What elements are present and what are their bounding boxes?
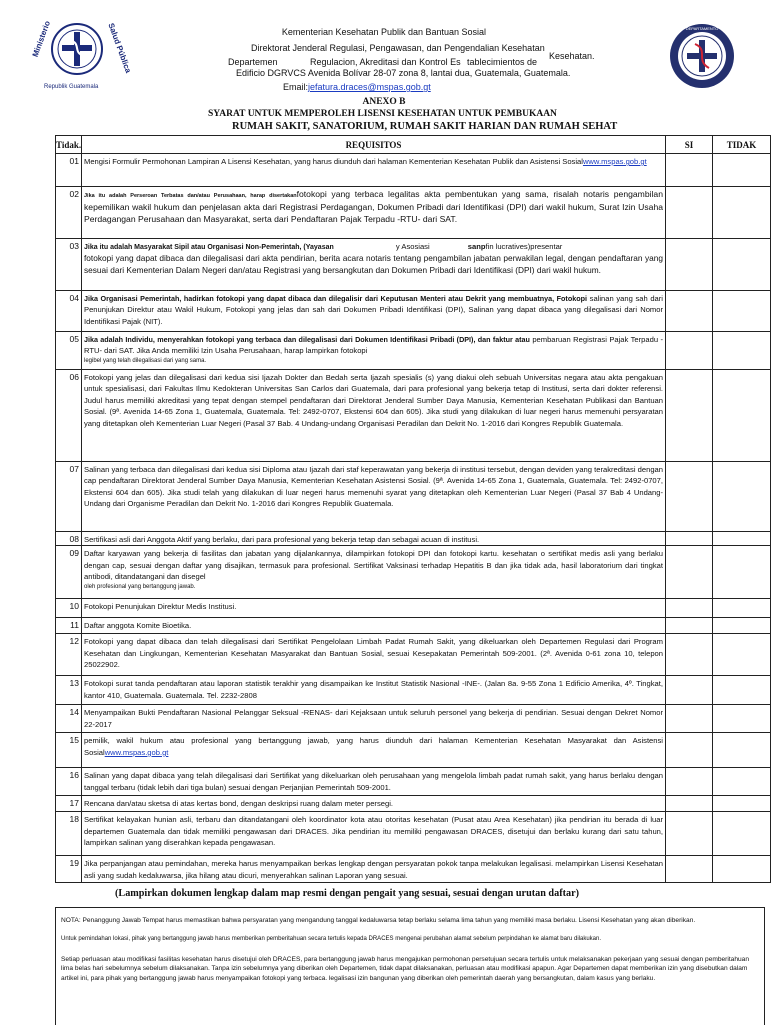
table-row xyxy=(56,332,771,370)
requirement-lead: Jika adalah Individu, menyerahkan fotokopi yang terbaca dan dilegalisasi dari Dokumen Identifikasi Pribadi (DPI), dan faktur atau xyxy=(84,335,530,344)
annex-label: ANEXO B xyxy=(362,97,406,107)
header-email-line xyxy=(283,82,431,93)
requirement-text: Sertifikasi asli dari Anggota Aktif yang berlaku, dari para profesional yang bekerja tetap dan sebagai acuan di institusi. xyxy=(82,532,666,546)
table-row xyxy=(56,291,771,332)
table-row xyxy=(56,796,771,812)
row-number: 15 xyxy=(56,733,82,768)
mspas-link[interactable]: www.mspas.gob.gt xyxy=(582,157,647,166)
row-number: 18 xyxy=(56,812,82,856)
tidak-checkbox-cell[interactable] xyxy=(713,370,771,462)
requirement-text xyxy=(82,187,666,239)
table-row xyxy=(56,676,771,705)
requirement-text xyxy=(82,239,666,291)
svg-text:DEPARTAMENTO: DEPARTAMENTO xyxy=(685,26,719,31)
notes-box xyxy=(55,907,765,1025)
ministry-seal-logo xyxy=(30,10,133,92)
row-number: 19 xyxy=(56,856,82,883)
tidak-checkbox-cell[interactable] xyxy=(713,332,771,370)
requirement-body: Mengisi Formulir Permohonan Lampiran A Lisensi Kesehatan, yang harus diunduh dari halaman Kementerian Kesehatan Publik dan Asistensi Sosial xyxy=(84,157,583,166)
table-row xyxy=(56,370,771,462)
requirement-text xyxy=(82,291,666,332)
header-address-line: Edificio DGRVCS Avenida Bolívar 28-07 zona 8, lantai dua, Guatemala, Guatemala. xyxy=(236,68,571,78)
row-number: 16 xyxy=(56,768,82,796)
tidak-checkbox-cell[interactable] xyxy=(713,856,771,883)
email-label: Email: xyxy=(283,82,309,92)
tidak-checkbox-cell[interactable] xyxy=(713,618,771,634)
si-checkbox-cell[interactable] xyxy=(666,634,713,676)
tidak-checkbox-cell[interactable] xyxy=(713,705,771,733)
si-checkbox-cell[interactable] xyxy=(666,768,713,796)
row-number: 07 xyxy=(56,462,82,532)
table-header-row xyxy=(56,136,771,154)
table-row xyxy=(56,812,771,856)
tidak-checkbox-cell[interactable] xyxy=(713,768,771,796)
header-department-b: Regulacion, Akreditasi dan Kontrol Es xyxy=(310,57,461,67)
si-checkbox-cell[interactable] xyxy=(666,462,713,532)
tidak-checkbox-cell[interactable] xyxy=(713,239,771,291)
requirement-text xyxy=(82,733,666,768)
tidak-checkbox-cell[interactable] xyxy=(713,634,771,676)
row-number: 10 xyxy=(56,599,82,618)
svg-text:Republik Guatemala: Republik Guatemala xyxy=(44,84,99,90)
tidak-checkbox-cell[interactable] xyxy=(713,812,771,856)
requirement-text: Salinan yang dapat dibaca yang telah dilegalisasi dari Sertifikat yang dikeluarkan oleh perusahaan yang mengelola limbah padat rumah sakit, yang harus berlaku dengan tanggal terbaru (tidak lebih dari tiga bulan) sesuai dengan Perjanjian Pemerintah 509-2001. xyxy=(82,768,666,796)
table-row xyxy=(56,462,771,532)
title-line-2: RUMAH SAKIT, SANATORIUM, RUMAH SAKIT HARIAN DAN RUMAH SEHAT xyxy=(232,121,618,132)
header-directorate-tail: Kesehatan. xyxy=(549,51,595,61)
requirement-text: Daftar anggota Komite Bioetika. xyxy=(82,618,666,634)
tidak-checkbox-cell[interactable] xyxy=(713,291,771,332)
row-number: 11 xyxy=(56,618,82,634)
si-checkbox-cell[interactable] xyxy=(666,796,713,812)
si-checkbox-cell[interactable] xyxy=(666,599,713,618)
requirement-lead: Jika itu adalah Masyarakat Sipil atau Organisasi Non-Pemerintah, (Yayasan xyxy=(84,244,334,251)
table-row xyxy=(56,733,771,768)
si-checkbox-cell[interactable] xyxy=(666,154,713,187)
si-checkbox-cell[interactable] xyxy=(666,239,713,291)
department-badge-logo xyxy=(663,22,741,90)
title-line-1: SYARAT UNTUK MEMPEROLEH LISENSI KESEHATAN UNTUK PEMBUKAAN xyxy=(208,109,557,119)
mspas-link[interactable]: www.mspas.gob.gt xyxy=(104,747,169,757)
table-row xyxy=(56,154,771,187)
header-department-a: Departemen xyxy=(228,57,278,67)
col-header-si: SI xyxy=(666,136,713,154)
row-number: 02 xyxy=(56,187,82,239)
tidak-checkbox-cell[interactable] xyxy=(713,546,771,599)
col-header-no: Tidak. xyxy=(56,136,82,154)
tidak-checkbox-cell[interactable] xyxy=(713,676,771,705)
requirement-text: Fotokopi surat tanda pendaftaran atau laporan statistik terakhir yang disampaikan ke Institut Statistik Nasional -INE-. (Jalan 8a. 9-55 Zona 1 Edificio Amerika, 4º. Tingkat, kantor 410, Guatemala. Guatemala. Tel. 2232-2808 xyxy=(82,676,666,705)
table-row xyxy=(56,634,771,676)
note-paragraph: Setiap perluasan atau modifikasi fasilitas kesehatan harus disetujui oleh DRACES, para bertanggung jawab harus mengajukan permohonan persetujuan secara tertulis untuk melaksanakan pekerjaan yang sesuai dengan pemberitahuan lima belas hari sebelumnya sebelum dilaksanakan. Tanpa izin sebelumnya yang diberikan oleh Departemen, tidak dapat dilaksanakan, perluasan atau modifikasi apapun. Agar Departemen dapat memberikan izin yang disebutkan dalam artikel ini, para pihak yang bertanggung jawab harus menyampaikan fotokopi yang terbaca. legalisasi izin bangunan yang diberikan oleh pemerintah daerah yang bersangkutan, dalam kasus yang berlaku. xyxy=(61,955,750,982)
row-number: 09 xyxy=(56,546,82,599)
requirement-text: Rencana dan/atau sketsa di atas kertas bond, dengan deskripsi ruang dalam meter persegi. xyxy=(82,796,666,812)
si-checkbox-cell[interactable] xyxy=(666,618,713,634)
table-row xyxy=(56,532,771,546)
table-row xyxy=(56,599,771,618)
row-number: 08 xyxy=(56,532,82,546)
si-checkbox-cell[interactable] xyxy=(666,705,713,733)
header-department-c: tablecimientos de xyxy=(467,57,538,67)
tidak-checkbox-cell[interactable] xyxy=(713,462,771,532)
row-number: 05 xyxy=(56,332,82,370)
si-checkbox-cell[interactable] xyxy=(666,676,713,705)
table-row xyxy=(56,618,771,634)
header-directorate-line: Direktorat Jenderal Regulasi, Pengawasan, dan Pengendalian Kesehatan xyxy=(251,43,545,53)
row-number: 04 xyxy=(56,291,82,332)
requirement-text: Menyampaikan Bukti Pendaftaran Nasional Pelanggar Seksual -RENAS- dari Kejaksaan untuk seluruh personel yang bekerja di pendirian. Sesuai dengan Dekret Nomor 22-2017 xyxy=(82,705,666,733)
note-paragraph: Untuk pemindahan lokasi, pihak yang bertanggung jawab harus memberikan pemberitahuan secara tertulis kepada DRACES mengenai perubahan alamat sebelum perpindahan ke alamat baru dilakukan. xyxy=(61,936,601,943)
si-checkbox-cell[interactable] xyxy=(666,856,713,883)
table-row xyxy=(56,856,771,883)
bottom-instruction: (Lampirkan dokumen lengkap dalam map resmi dengan pengait yang sesuai, sesuai dengan urutan daftar) xyxy=(115,888,579,899)
requirement-body: fotokopi yang terbaca legalitas akta pembentukan yang sama, risalah notaris pengambilan kepemilikan wakil hukum dan penjelasan akta dari Registrasi Perdagangan, Dokumen Pribadi dari Identifikasi (DPI) dari wakil hukum, Surat Izin Usaha Perdagangan Perusahaan dan Masyarakat, serta dari Pendaftaran Pajak Terpadu -RTU- dari SAT. xyxy=(84,189,663,224)
requirement-text: Fotokopi Penunjukan Direktur Medis Institusi. xyxy=(82,599,666,618)
col-header-tidak: TIDAK xyxy=(713,136,771,154)
requirement-tail: fin lucratives)presentar xyxy=(485,242,563,251)
si-checkbox-cell[interactable] xyxy=(666,532,713,546)
si-checkbox-cell[interactable] xyxy=(666,812,713,856)
table-row xyxy=(56,768,771,796)
requirement-text: Fotokopi yang jelas dan dilegalisasi dari kedua sisi Ijazah Dokter dan Bedah serta Ijazah spesialis (s) yang diakui oleh sebuah Universitas negara atau akta pengakuan untuk spesialisasi, dari Fakultas Ilmu Kedokteran Universitas San Carlos dari Guatemala, dari para profesional yang bekerja tetap di Institusi, serta dari dokter referensi. Judul harus memiliki akreditasi yang tepat dengan stempel pendaftaran dari Direktorat Jenderal Sumber Daya Manusia, Kementerian Kesehatan Publikasi dan Bantuan Sosial. (9ª. Avenida 14-65 Zona 1, Guatemala, Guatemala. Tel: 2492-0707, Ekstensi 604 dan 605). Jika studi yang dilakukan di luar negeri harus memenuhi persyaratan yang ditetapkan oleh Kementerian Luar Negeri (Pasal 37 Bab. 4 Undang-undang Organisasi Peradilan dan Dekrit No. 1-2016 dari Kongres Republik Guatemala. xyxy=(82,370,666,462)
requirement-text xyxy=(82,546,666,599)
tidak-checkbox-cell[interactable] xyxy=(713,733,771,768)
table-row xyxy=(56,239,771,291)
col-header-requirements: REQUISITOS xyxy=(82,136,666,154)
requirement-text xyxy=(82,154,666,187)
requirement-text: Sertifikat kelayakan hunian asli, terbaru dan ditandatangani oleh koordinator kota atau otoritas kesehatan (Pusat atau Area Kesehatan) jika pendirian itu berada di luar departemen Guatemala dan tidak memiliki pengawasan dari DRACES. Jika pendirian itu memiliki pengawasan DRACES, disetujui dan berlaku kurang dari satu tahun, lampirkan salinan yang diserahkan kepada pengawasan. xyxy=(82,812,666,856)
requirement-footnote: oleh profesional yang bertanggung jawab. xyxy=(84,583,196,590)
requirements-table xyxy=(55,135,771,883)
note-paragraph: NOTA: Penanggung Jawab Tempat harus memastikan bahwa persyaratan yang mengandung tanggal kedaluwarsa tetap berlaku selama lima tahun yang memiliki masa berlaku. Lisensi Kesehatan yang akan diberikan. xyxy=(61,917,696,924)
header-ministry-line: Kementerian Kesehatan Publik dan Bantuan Sosial xyxy=(281,27,487,37)
requirement-text xyxy=(82,332,666,370)
row-number: 17 xyxy=(56,796,82,812)
table-row xyxy=(56,705,771,733)
email-link[interactable]: jefatura.draces@mspas.gob.gt xyxy=(308,82,431,92)
tidak-checkbox-cell[interactable] xyxy=(713,187,771,239)
requirement-text: Jika perpanjangan atau pemindahan, mereka harus menyampaikan berkas lengkap dengan persyaratan pokok tanpa melakukan legalisasi. melampirkan Lisensi Kesehatan asli yang sudah kedaluwarsa, jika hilang atau dicuri, menyerahkan salinan Laporan yang sesuai. xyxy=(82,856,666,883)
requirement-body: Daftar karyawan yang bekerja di fasilitas dan jabatan yang dijalankannya, dilampirkan fotokopi DPI dan fotokopi kartu. kesehatan o sertifikat medis asli yang berlaku dengan cap, sesuai dengan daftar yang disajikan, termasuk para profesional. Sertifikat Vaksinasi terhadap Hepatitis B dan jika tidak ada, hasil laboratorium dari tingkat antibodi, ditandatangani dan disegel xyxy=(84,549,663,582)
requirement-text: Fotokopi yang dapat dibaca dan telah dilegalisasi dari Sertifikat Pengelolaan Limbah Padat Rumah Sakit, yang dikeluarkan oleh Departemen Regulasi dari Program Kesehatan dan Lingkungan, Kementerian Kesehatan Masyarakat dan Bantuan Sosial, sesuai Kesepakatan Pemerintah 509-2001. (2ª. Avenida 0-61 zona 10, telepon 25022902. xyxy=(82,634,666,676)
svg-text:Ministerio: Ministerio xyxy=(30,19,53,59)
tidak-checkbox-cell[interactable] xyxy=(713,796,771,812)
si-checkbox-cell[interactable] xyxy=(666,370,713,462)
si-checkbox-cell[interactable] xyxy=(666,733,713,768)
tidak-checkbox-cell[interactable] xyxy=(713,154,771,187)
si-checkbox-cell[interactable] xyxy=(666,187,713,239)
row-number: 03 xyxy=(56,239,82,291)
row-number: 13 xyxy=(56,676,82,705)
requirement-body: fotokopi yang dapat dibaca dan dilegalisasi dari akta pendirian, berita acara notaris tentang pengambilan jabatan perwakilan legal, dengan pendaftaran yang sesuai dari Kementerian Dalam Negeri dan/atau Registrasi yang bersangkutan dan Dokumen Pribadi dari Identifikasi (DPI) dari wakil hukum. xyxy=(84,253,663,275)
tidak-checkbox-cell[interactable] xyxy=(713,532,771,546)
row-number: 14 xyxy=(56,705,82,733)
svg-text:Salud Pública: Salud Pública xyxy=(106,21,133,75)
si-checkbox-cell[interactable] xyxy=(666,332,713,370)
requirement-text: Salinan yang terbaca dan dilegalisasi dari kedua sisi Diploma atau Ijazah dari staf keperawatan yang bekerja di institusi tersebut, dengan deviden yang terakreditasi dengan cap pendaftaran Direktorat Jenderal Sumber Daya Manusia, Kementerian Kesehatan Asistensi Sosial. (9ª. Avenida 14-65 Zona 1, Guatemala, Guatemala. Tel: 2492-0707, Ekstensi 604 dan 605). Jika studi telah yang dilakukan di luar negeri harus memenuhi syarat yang ditetapkan oleh Kementerian Luar Negeri (Pasal 37 Bab 4 Undang-Undang dari Organisme Peradilan dan Dekrit No. 1-2016 dari Kongres Republik Guatemala. xyxy=(82,462,666,532)
tidak-checkbox-cell[interactable] xyxy=(713,599,771,618)
requirement-mid-bold: sanp xyxy=(467,242,486,251)
requirement-body: pembaruan Registrasi Pajak Terpadu -RTU- dari SAT. Jika Anda memiliki Izin Usaha Perusahaan, harap lampirkan fotokopi xyxy=(84,335,663,356)
requirement-body: pemilik, wakil hukum atau profesional yang bertanggung jawab, yang harus diunduh dari halaman Kementerian Kesehatan Masyarakat dan Asistensi Sosial xyxy=(84,736,663,757)
requirement-lead: Jika Organisasi Pemerintah, hadirkan fotokopi yang dapat dibaca dan dilegalisir dari Keputusan Menteri atau Dekrit yang membuatnya, Fotokopi xyxy=(84,294,587,303)
table-row xyxy=(56,546,771,599)
row-number: 01 xyxy=(56,154,82,187)
si-checkbox-cell[interactable] xyxy=(666,546,713,599)
requirement-footnote: legibel yang telah dilegalisasi dari yang sama. xyxy=(84,357,207,364)
table-row xyxy=(56,187,771,239)
row-number: 06 xyxy=(56,370,82,462)
requirement-lead: Jika itu adalah Perseroan Terbatas dan/atau Perusahaan, harap disertakan xyxy=(84,193,297,199)
si-checkbox-cell[interactable] xyxy=(666,291,713,332)
requirement-body: salinan yang sah dari Penunjukan Direktur atau Wakil Hukum, Fotokopi yang jelas dan sah dari Dokumen Pribadi Identifikasi (DPI), Salinan yang dapat dibaca yang dilegalisasi dari Nomor Identifikasi Pajak (NIT). xyxy=(84,294,663,326)
row-number: 12 xyxy=(56,634,82,676)
requirement-mid: y Asosiasi xyxy=(395,242,430,251)
